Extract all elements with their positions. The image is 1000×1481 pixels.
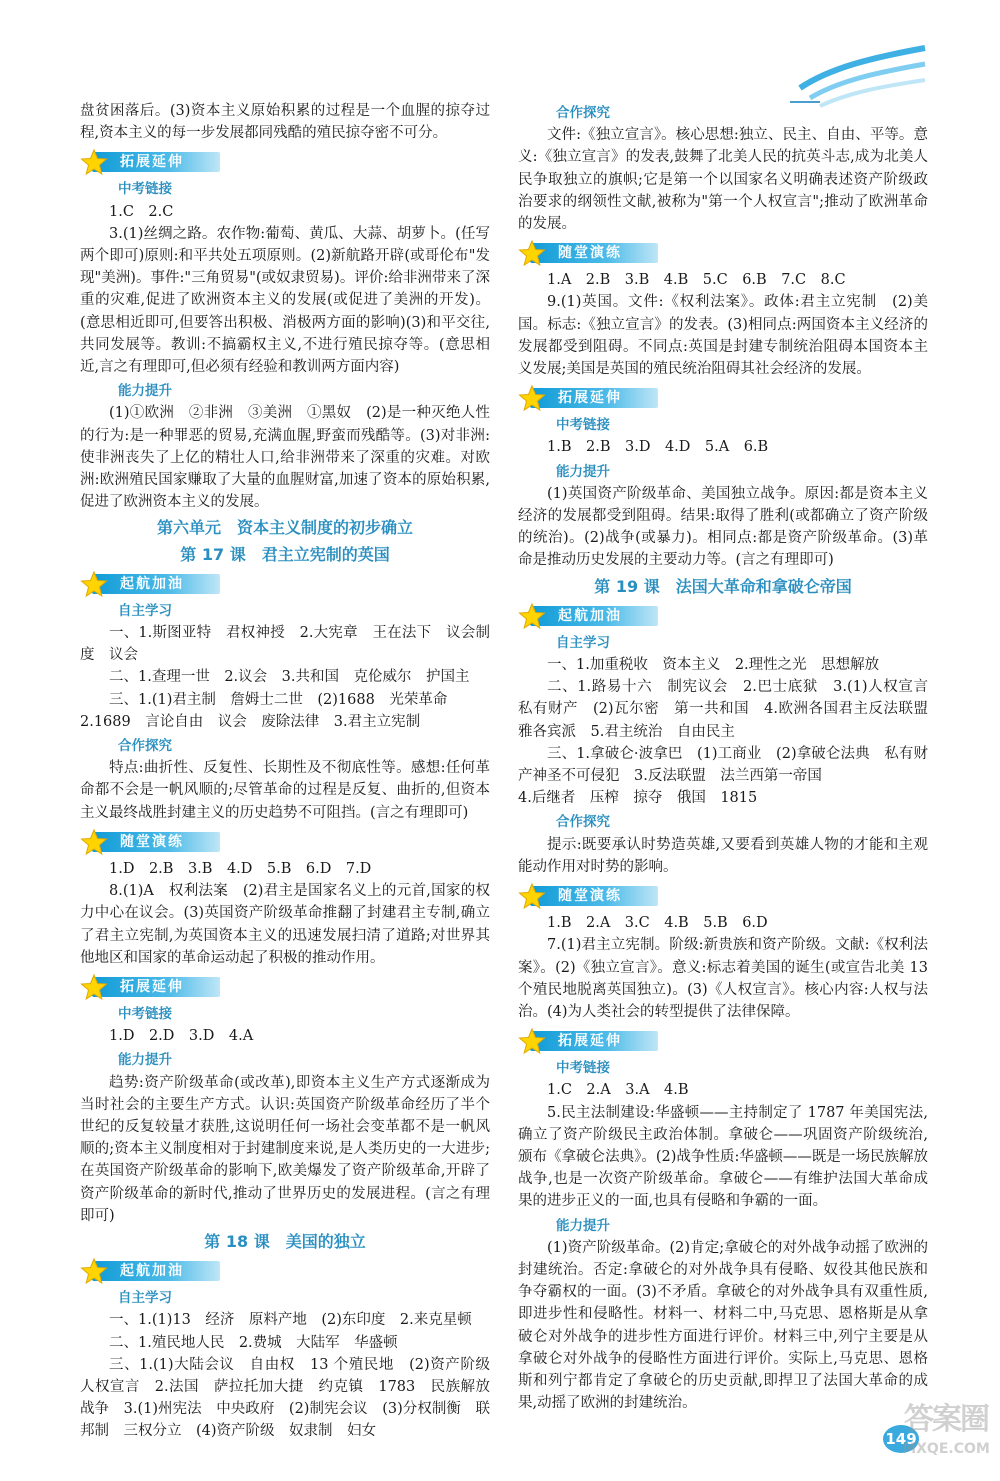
lesson-title: 第 18 课 美国的独立 — [204, 1231, 366, 1251]
subheading: 中考链接 — [118, 1005, 172, 1022]
section-banner — [518, 1027, 928, 1053]
answer-paragraph: 文件:《独立宣言》。核心思想:独立、民主、自由、平等。意义:《独立宣言》的发表,鼓舞了北美人民的抗英斗志,成为北美人民争取独立的旗帜;它是第一个以国家名义明确表述资产阶级政治要求的纲领性文献,被称为"第一个人权宣言";推动了欧洲革命的发展。 — [518, 127, 928, 233]
answer-line: 1.A 2.B 3.B 4.B 5.C 6.B 7.C 8.C — [547, 272, 846, 289]
banner-label: 拓展延伸 — [558, 1033, 622, 1050]
answer-line: 一、1.斯图亚特 君权神授 2.大宪章 王在法下 议会制度 议会 — [80, 625, 490, 664]
answer-line: 一、1.加重税收 资本主义 2.理性之光 思想解放 — [547, 657, 880, 674]
answer-line: 1.C 2.A 3.A 4.B — [547, 1082, 689, 1099]
answer-line: 二、1.路易十六 制宪议会 2.巴士底狱 3.(1)人权宣言 私有财产 (2)瓦尔密 第一共和国 4.欧洲各国君主反法联盟 雅各宾派 5.君主统治 自由民主 — [518, 679, 943, 740]
answer-line: 三、1.拿破仑·波拿巴 (1)工商业 (2)拿破仑法典 私有财产神圣不可侵犯 3.反法联盟 法兰西第一帝国 — [518, 745, 928, 785]
star-icon — [80, 148, 108, 176]
section-banner — [518, 239, 928, 265]
star-icon — [80, 1257, 108, 1285]
subheading: 能力提升 — [556, 1217, 610, 1234]
answer-line: 二、1.殖民地人民 2.费城 大陆军 华盛顿 — [109, 1334, 398, 1351]
answer-paragraph: (1)①欧洲 ②非洲 ③美洲 ①黑奴 (2)是一种灭绝人性的行为:是一种罪恶的贸易,充满血腥,野蛮而残酷等。(3)对非洲:使非洲丧失了上亿的精壮人口,给非洲带来了深重的灾难。对欧洲:欧洲殖民国家赚取了大量的血腥财富,加速了资本的原始积累,促进了欧洲资本主义的发展。 — [80, 405, 490, 511]
answer-line: 2.1689 言论自由 议会 废除法律 3.君主立宪制 — [80, 713, 421, 730]
section-banner — [80, 148, 490, 174]
banner-label: 随堂演练 — [120, 833, 184, 850]
star-icon — [518, 239, 546, 267]
section-banner — [518, 384, 928, 410]
answer-line: 二、1.查理一世 2.议会 3.共和国 克伦威尔 护国主 — [109, 669, 470, 686]
subheading: 自主学习 — [556, 634, 610, 651]
watermark-url: MXQE.COM — [902, 1441, 990, 1457]
section-banner — [80, 828, 490, 854]
lesson-title: 第 17 课 君主立宪制的英国 — [180, 544, 390, 564]
watermark — [900, 1400, 992, 1472]
section-banner — [518, 882, 928, 908]
subheading: 能力提升 — [118, 1052, 172, 1069]
section-banner — [80, 1257, 490, 1283]
answer-paragraph: 趋势:资产阶级革命(或改革),即资本主义生产方式逐渐成为当时社会的主要生产方式。认识:英国资产阶级革命经历了半个世纪的反复较量才获胜,这说明任何一场社会变革都不是一帆风顺的;资本主义制度相对于封建制度来说,是人类历史的一大进步;在英国资产阶级革命的影响下,欧美爆发了资产阶级革命,开辟了资产阶级革命的新时代,推动了世界历史的发展进程。(言之有理即可) — [80, 1074, 490, 1224]
answer-paragraph: (1)资产阶级革命。(2)肯定;拿破仑的对外战争动摇了欧洲的封建统治。否定:拿破仑的对外战争具有侵略、奴役其他民族和争夺霸权的一面。(3)不矛盾。拿破仑的对外战争具有双重性质,即进步性和侵略性。材料一、材料二中,马克思、恩格斯是从拿破仑对外战争的进步性方面进行评价。材料三中,列宁主要是从拿破仑对外战争的侵略性方面进行评价。实际上,马克思、恩格斯和列宁都肯定了拿破仑的历史贡献,即捍卫了法国大革命的成果,动摇了欧洲的封建统治。 — [518, 1239, 928, 1412]
banner-label: 起航加油 — [120, 575, 184, 592]
answer-line: 1.C 2.C — [109, 203, 174, 220]
left-column — [80, 100, 505, 1443]
star-icon — [518, 602, 546, 630]
star-icon — [518, 384, 546, 412]
answer-paragraph: 三、1.(1)大陆会议 自由权 13 个殖民地 (2)资产阶级 人权宣言 2.法国 萨拉托加大捷 约克镇 1783 民族解放战争 3.(1)州宪法 中央政府 (2)制宪会议 (3)分权制衡 联邦制 三权分立 (4)资产阶级 奴隶制 妇女 — [80, 1356, 505, 1440]
answer-paragraph: 提示:既要承认时势造英雄,又要看到英雄人物的才能和主观能动作用对时势的影响。 — [518, 836, 928, 875]
answer-paragraph: (1)英国资产阶级革命、美国独立战争。原因:都是资本主义经济的发展都受到阻碍。结果:取得了胜利(或都确立了资产阶级的统治)。(2)战争(或暴力)。相同点:都是资产阶级革命。(3)革命是推动历史发展的主要动力等。(言之有理即可) — [518, 485, 928, 569]
star-icon — [518, 882, 546, 910]
right-column — [518, 100, 943, 1414]
banner-label: 随堂演练 — [558, 888, 622, 905]
banner-label: 拓展延伸 — [120, 978, 184, 995]
unit-title: 第六单元 资本主义制度的初步确立 — [156, 518, 413, 538]
watermark-text: 答案圈 — [904, 1402, 988, 1437]
page-number: 149 — [883, 1425, 919, 1453]
answer-paragraph: 3.(1)丝绸之路。农作物:葡萄、黄瓜、大蒜、胡萝卜。(任写两个即可)原则:和平共处五项原则。(2)新航路开辟(或哥伦布"发现"美洲)。事件:"三角贸易"(或奴隶贸易)。评价:给非洲带来了深重的灾难,促进了欧洲资本主义的发展(或促进了美洲的开发)。(意思相近即可,但要答出积极、消极两方面的影响)(3)和平交往,共同发展等。教训:不搞霸权主义,不进行殖民掠夺等。(意思相近,言之有理即可,但必须有经验和教训两方面内容) — [80, 225, 490, 376]
paragraph: 盘贫困落后。(3)资本主义原始积累的过程是一个血腥的掠夺过程,资本主义的每一步发展都同残酷的殖民掠夺密不可分。 — [80, 103, 490, 142]
section-banner — [80, 570, 490, 596]
answer-paragraph: 特点:曲折性、反复性、长期性及不彻底性等。感想:任何革命都不会是一帆风顺的;尽管革命的过程是反复、曲折的,但资本主义最终战胜封建主义的历史趋势不可阻挡。(言之有理即可) — [80, 760, 490, 821]
star-icon — [80, 828, 108, 856]
subheading: 合作探究 — [556, 105, 610, 121]
section-banner — [80, 973, 490, 999]
subheading: 能力提升 — [118, 383, 172, 400]
banner-label: 起航加油 — [558, 607, 622, 624]
banner-label: 随堂演练 — [558, 245, 622, 262]
answer-line: 1.B 2.B 3.D 4.D 5.A 6.B — [547, 439, 769, 456]
banner-label: 起航加油 — [120, 1263, 184, 1280]
answer-line: 1.D 2.D 3.D 4.A — [109, 1028, 254, 1045]
subheading: 中考链接 — [556, 417, 610, 434]
star-icon — [80, 570, 108, 598]
subheading: 自主学习 — [118, 602, 172, 619]
answer-paragraph: 9.(1)英国。文件:《权利法案》。政体:君主立宪制 (2)美国。标志:《独立宣言》的发表。(3)相同点:两国资本主义经济的发展都受到阻碍。不同点:英国是封建专制统治阻碍本国资本主义发展;美国是英国的殖民统治阻碍其社会经济的发展。 — [518, 294, 928, 378]
section-banner — [518, 602, 928, 628]
answer-line: 一、1.(1)13 经济 原料产地 (2)东印度 2.来克星顿 — [109, 1312, 472, 1329]
lesson-title: 第 19 课 法国大革命和拿破仑帝国 — [594, 576, 852, 596]
answer-paragraph: 5.民主法制建设:华盛顿——主持制定了 1787 年美国宪法,确立了资产阶级民主政治体制。拿破仑——巩固资产阶级统治,颁布《拿破仑法典》。(2)战争性质:华盛顿——既是一场民族解放战争,也是一次资产阶级革命。拿破仑——有维护法国大革命成果的进步正义的一面,也具有侵略和争霸的一面。 — [518, 1104, 928, 1210]
subheading: 中考链接 — [556, 1060, 610, 1077]
subheading: 能力提升 — [556, 463, 610, 480]
subheading: 合作探究 — [118, 738, 172, 755]
subheading: 自主学习 — [118, 1290, 172, 1307]
banner-label: 拓展延伸 — [558, 390, 622, 407]
star-icon — [518, 1027, 546, 1055]
answer-line: 4.后继者 压榨 掠夺 俄国 1815 — [518, 790, 758, 807]
answer-paragraph: 7.(1)君主立宪制。阶级:新贵族和资产阶级。文献:《权利法案》。(2)《独立宣言》。意义:标志着美国的诞生(或宣告北美 13 个殖民地脱离英国独立)。(3)《人权宣言》。核心内容:人权与法治。(4)为人类社会的转型提供了法律保障。 — [518, 937, 928, 1020]
answer-paragraph: 8.(1)A 权利法案 (2)君主是国家名义上的元首,国家的权力中心在议会。(3)英国资产阶级革命推翻了封建君主专制,确立了君主立宪制,为英国资本主义的迅速发展扫清了道路;对世界其他地区和国家的革命运动起了积极的推动作用。 — [80, 883, 490, 966]
answer-line: 1.D 2.B 3.B 4.D 5.B 6.D 7.D — [109, 860, 372, 877]
answer-line: 1.B 2.A 3.C 4.B 5.B 6.D — [547, 915, 768, 932]
subheading: 合作探究 — [556, 814, 610, 831]
subheading: 中考链接 — [118, 181, 172, 198]
banner-label: 拓展延伸 — [120, 154, 184, 171]
answer-line: 三、1.(1)君主制 詹姆士二世 (2)1688 光荣革命 — [109, 691, 448, 708]
star-icon — [80, 973, 108, 1001]
